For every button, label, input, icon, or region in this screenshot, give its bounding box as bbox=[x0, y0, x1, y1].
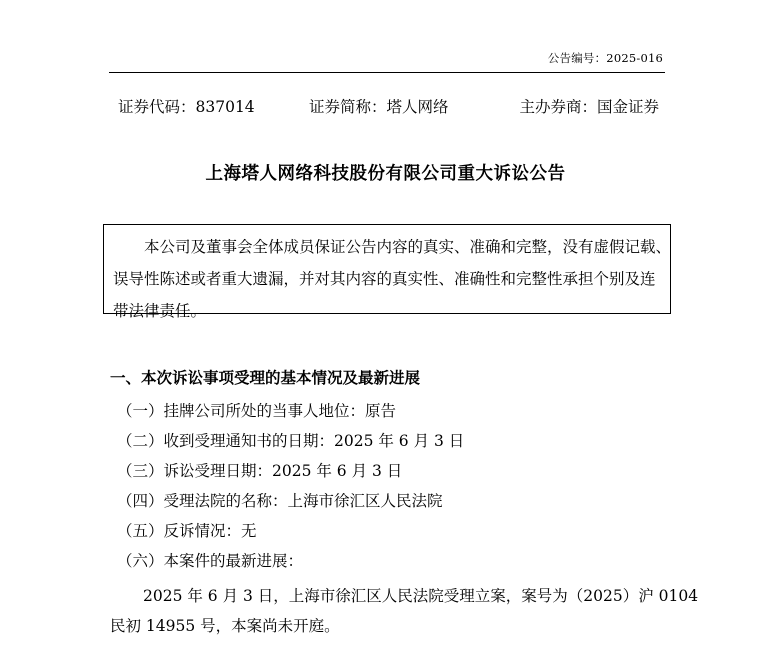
list-item: （四）受理法院的名称：上海市徐汇区人民法院 bbox=[117, 492, 443, 510]
case-progress-paragraph bbox=[110, 581, 699, 641]
document-title: 上海塔人网络科技股份有限公司重大诉讼公告 bbox=[205, 164, 566, 184]
list-item: （二）收到受理通知书的日期：2025 年 6 月 3 日 bbox=[117, 432, 465, 450]
list-item: （三）诉讼受理日期：2025 年 6 月 3 日 bbox=[117, 462, 403, 480]
list-item: （五）反诉情况：无 bbox=[117, 522, 257, 540]
securities-short-name: 证券简称：塔人网络 bbox=[309, 98, 449, 116]
progress-line-1: 2025 年 6 月 3 日，上海市徐汇区人民法院受理立案，案号为（2025）沪 0104 bbox=[143, 587, 699, 605]
disclaimer-line-3: 带法律责任。 bbox=[113, 302, 207, 320]
sponsor-broker: 主办券商：国金证券 bbox=[519, 98, 659, 116]
section-heading: 一、本次诉讼事项受理的基本情况及最新进展 bbox=[110, 368, 421, 387]
list-item: （一）挂牌公司所处的当事人地位：原告 bbox=[117, 402, 397, 420]
disclaimer-line-2: 误导性陈述或者重大遗漏，并对其内容的真实性、准确性和完整性承担个别及连 bbox=[113, 270, 656, 288]
securities-code: 证券代码：837014 bbox=[118, 98, 255, 116]
progress-line-2: 民初 14955 号，本案尚未开庭。 bbox=[110, 617, 340, 635]
header-divider bbox=[109, 72, 665, 73]
announcement-number: 公告编号：2025-016 bbox=[547, 51, 663, 65]
disclaimer-line-1: 本公司及董事会全体成员保证公告内容的真实、准确和完整，没有虚假记载、 bbox=[144, 238, 672, 256]
case-details-list bbox=[117, 396, 464, 576]
list-item: （六）本案件的最新进展： bbox=[117, 552, 304, 570]
disclaimer-box bbox=[103, 224, 672, 320]
